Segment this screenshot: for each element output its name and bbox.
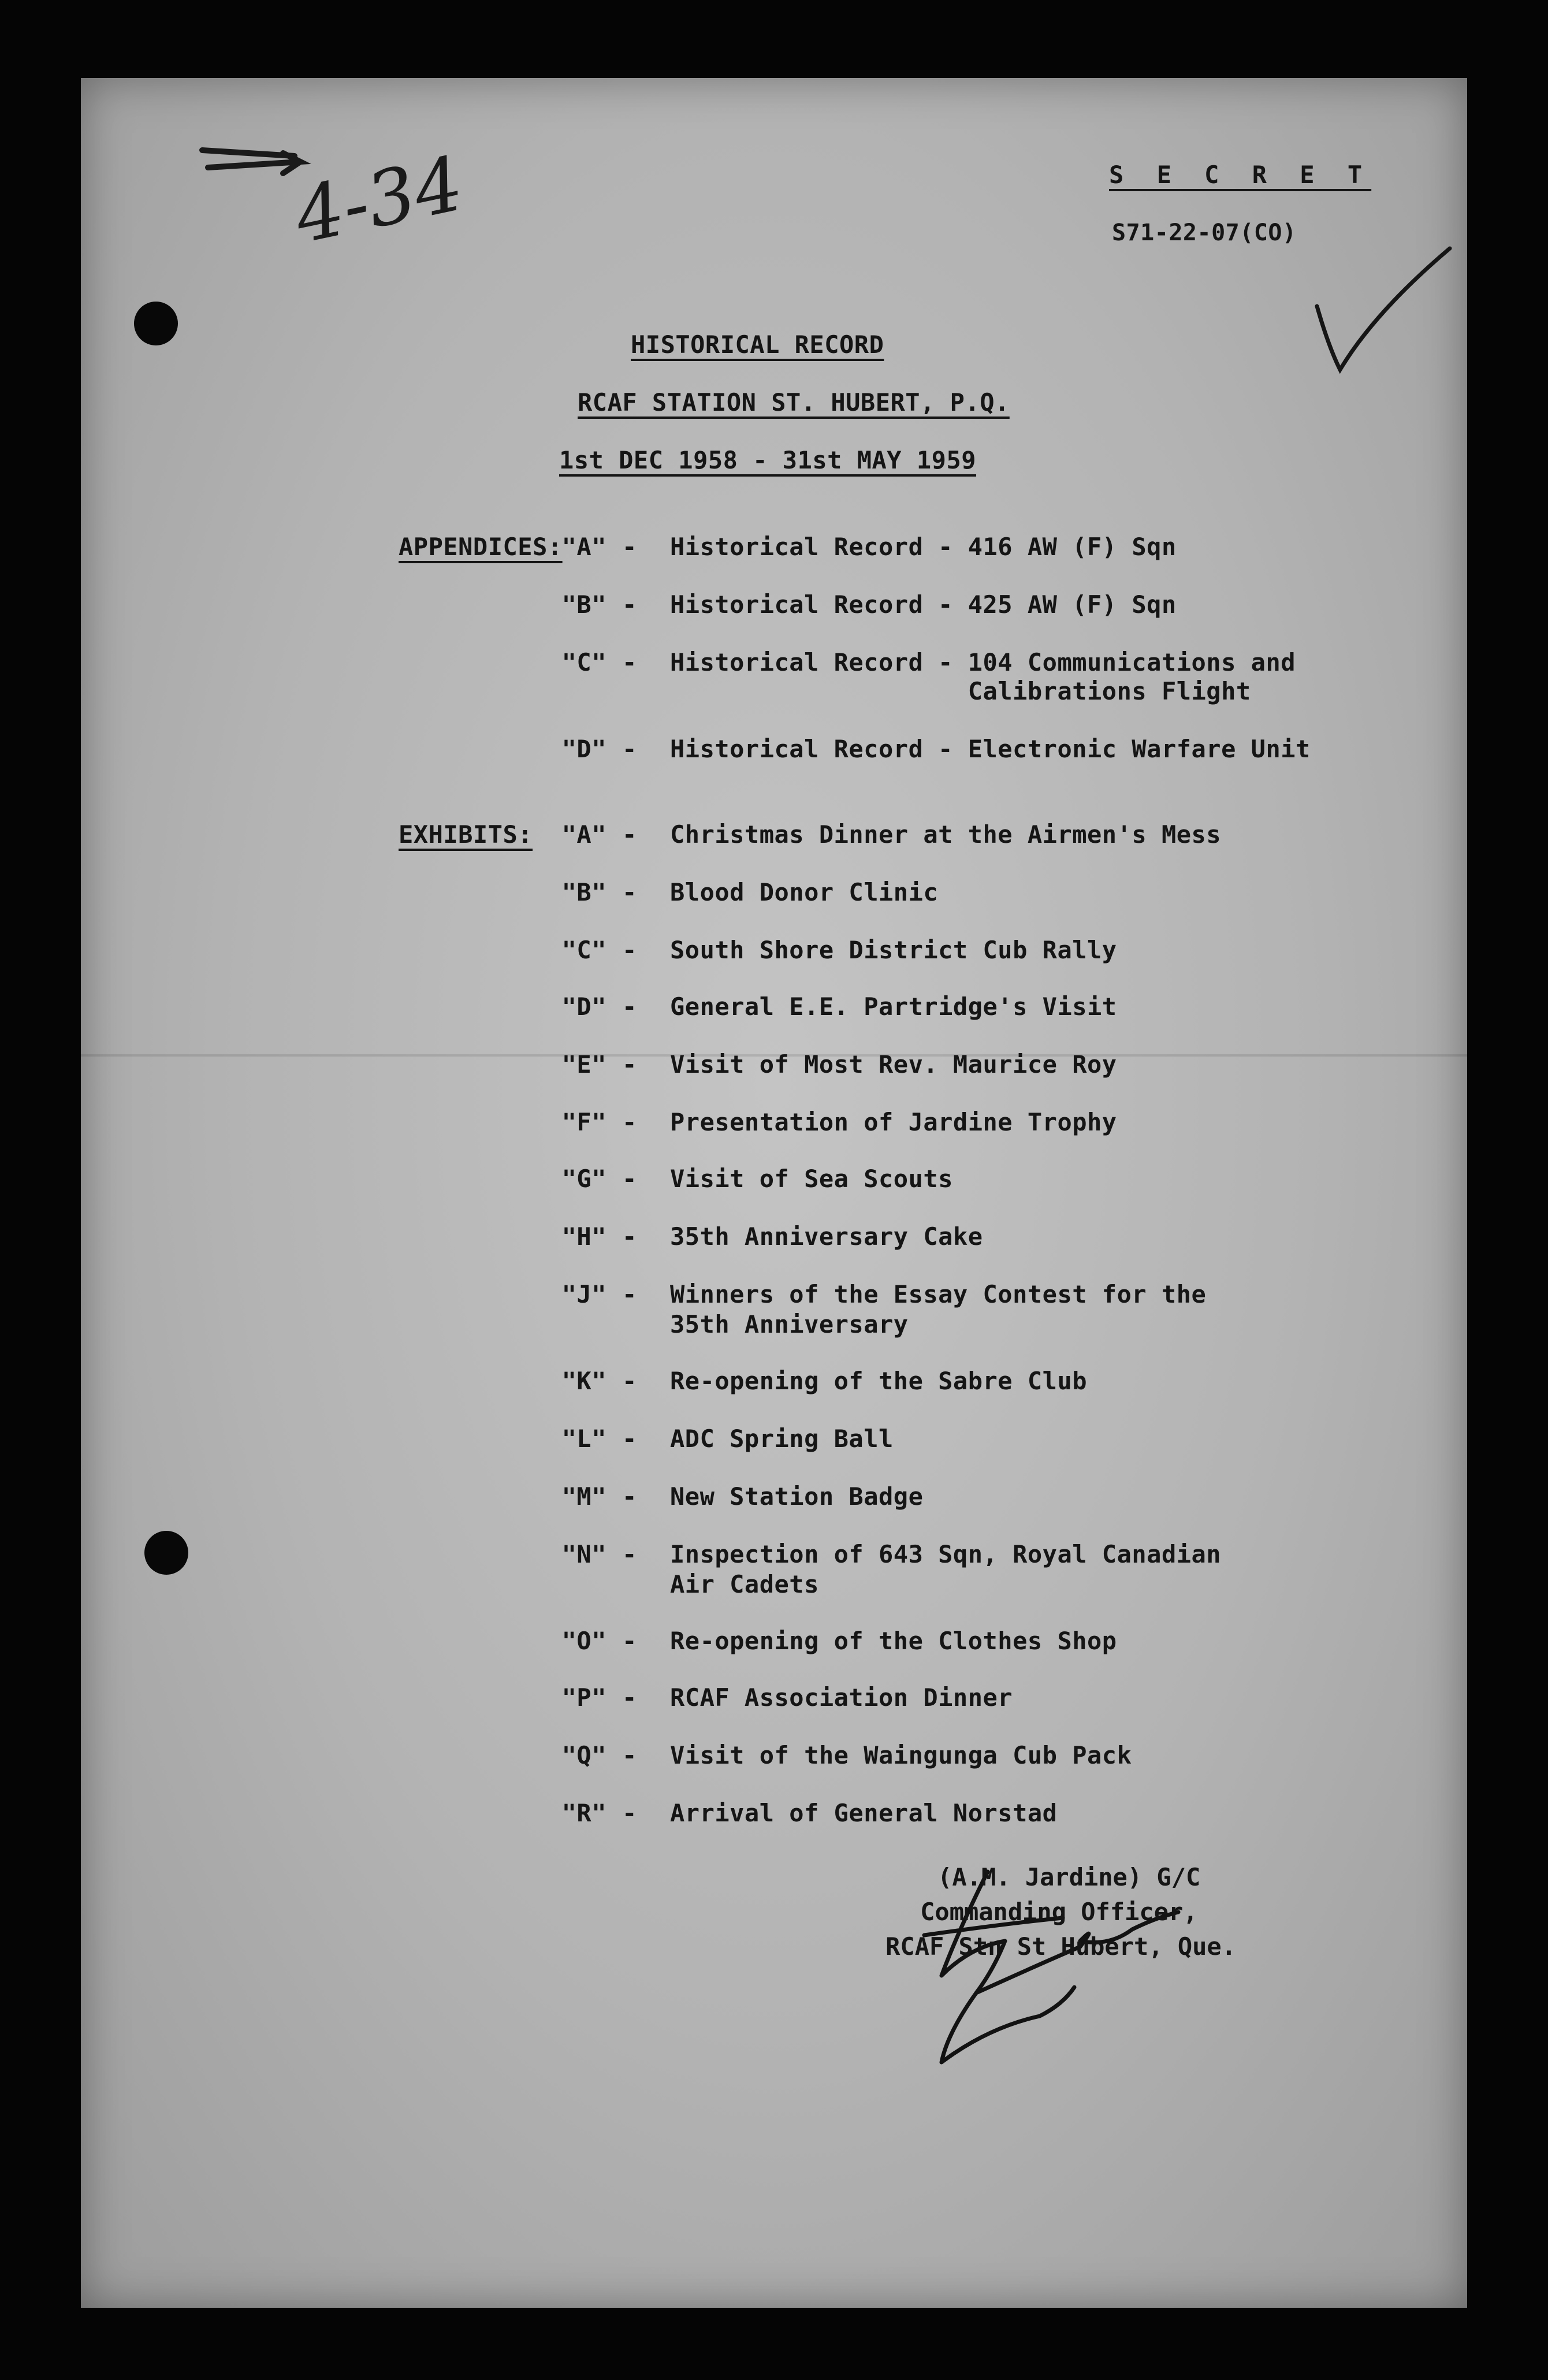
exhibit-b-dash: - bbox=[622, 878, 637, 906]
exhibit-b-text: Blood Donor Clinic bbox=[670, 878, 939, 906]
exhibit-d-key: "D" bbox=[561, 992, 606, 1021]
exhibit-j-text: Winners of the Essay Contest for the bbox=[670, 1280, 1207, 1308]
exhibit-a-key: "A" bbox=[561, 820, 606, 849]
exhibit-n-text: Inspection of 643 Sqn, Royal Canadian bbox=[670, 1540, 1222, 1568]
appendix-d-key: "D" bbox=[561, 735, 606, 763]
date-range: 1st DEC 1958 - 31st MAY 1959 bbox=[559, 446, 977, 474]
exhibit-o-key: "O" bbox=[561, 1627, 606, 1655]
appendix-a-key: "A" bbox=[561, 533, 606, 561]
signatory-title: Commanding Officer, bbox=[920, 1898, 1198, 1926]
exhibit-e-text: Visit of Most Rev. Maurice Roy bbox=[670, 1050, 1117, 1079]
punch-hole-bottom bbox=[144, 1531, 188, 1575]
appendix-c-text-cont: Calibrations Flight bbox=[670, 677, 1251, 705]
exhibit-m-key: "M" bbox=[561, 1482, 606, 1511]
signatory-station: RCAF Stn St Hubert, Que. bbox=[885, 1932, 1236, 1961]
exhibit-k-key: "K" bbox=[561, 1367, 606, 1395]
exhibit-n-dash: - bbox=[622, 1540, 637, 1568]
exhibit-q-text: Visit of the Waingunga Cub Pack bbox=[670, 1741, 1132, 1769]
exhibit-c-text: South Shore District Cub Rally bbox=[670, 936, 1117, 964]
exhibit-r-text: Arrival of General Norstad bbox=[670, 1799, 1058, 1827]
exhibit-l-dash: - bbox=[622, 1425, 637, 1453]
punch-hole-top bbox=[134, 302, 178, 345]
appendix-c-dash: - bbox=[622, 648, 637, 676]
file-reference: S71-22-07(CO) bbox=[1112, 220, 1297, 246]
appendix-b-text: Historical Record - 425 AW (F) Sqn bbox=[670, 590, 1177, 619]
exhibit-c-key: "C" bbox=[561, 936, 606, 964]
exhibit-a-dash: - bbox=[622, 820, 637, 849]
appendix-b-key: "B" bbox=[561, 590, 606, 619]
exhibit-c-dash: - bbox=[622, 936, 637, 964]
exhibit-e-dash: - bbox=[622, 1050, 637, 1079]
exhibit-p-text: RCAF Association Dinner bbox=[670, 1683, 1013, 1712]
exhibit-k-text: Re-opening of the Sabre Club bbox=[670, 1367, 1088, 1395]
exhibit-p-key: "P" bbox=[561, 1683, 606, 1712]
checkmark-icon bbox=[1305, 243, 1456, 381]
exhibit-m-text: New Station Badge bbox=[670, 1482, 924, 1511]
exhibit-m-dash: - bbox=[622, 1482, 637, 1511]
exhibit-f-key: "F" bbox=[561, 1108, 606, 1136]
exhibit-l-text: ADC Spring Ball bbox=[670, 1425, 894, 1453]
exhibit-n-text-cont: Air Cadets bbox=[670, 1570, 819, 1598]
exhibit-d-dash: - bbox=[622, 992, 637, 1021]
appendix-d-dash: - bbox=[622, 735, 637, 763]
exhibit-g-key: "G" bbox=[561, 1165, 606, 1193]
appendix-a-dash: - bbox=[622, 533, 637, 561]
appendix-b-dash: - bbox=[622, 590, 637, 619]
exhibit-f-dash: - bbox=[622, 1108, 637, 1136]
station-name: RCAF STATION ST. HUBERT, P.Q. bbox=[578, 388, 1010, 416]
appendix-c-text: Historical Record - 104 Communications and bbox=[670, 648, 1296, 676]
exhibit-n-key: "N" bbox=[561, 1540, 606, 1568]
exhibit-e-key: "E" bbox=[561, 1050, 606, 1079]
exhibit-k-dash: - bbox=[622, 1367, 637, 1395]
document-title: HISTORICAL RECORD bbox=[631, 330, 884, 359]
appendices-label: APPENDICES: bbox=[399, 533, 563, 561]
appendix-c-key: "C" bbox=[561, 648, 606, 676]
exhibit-g-text: Visit of Sea Scouts bbox=[670, 1165, 953, 1193]
exhibit-b-key: "B" bbox=[561, 878, 606, 906]
exhibit-h-key: "H" bbox=[561, 1222, 606, 1251]
classification-label: S E C R E T bbox=[1109, 161, 1372, 189]
exhibit-j-key: "J" bbox=[561, 1280, 606, 1308]
exhibit-f-text: Presentation of Jardine Trophy bbox=[670, 1108, 1117, 1136]
appendix-a-text: Historical Record - 416 AW (F) Sqn bbox=[670, 533, 1177, 561]
exhibit-g-dash: - bbox=[622, 1165, 637, 1193]
exhibit-l-key: "L" bbox=[561, 1425, 606, 1453]
exhibit-o-dash: - bbox=[622, 1627, 637, 1655]
exhibit-a-text: Christmas Dinner at the Airmen's Mess bbox=[670, 820, 1222, 849]
signatory-name: (A.M. Jardine) G/C bbox=[937, 1863, 1201, 1891]
appendix-d-text: Historical Record - Electronic Warfare Unit bbox=[670, 735, 1311, 763]
exhibit-r-dash: - bbox=[622, 1799, 637, 1827]
exhibit-p-dash: - bbox=[622, 1683, 637, 1712]
exhibit-o-text: Re-opening of the Clothes Shop bbox=[670, 1627, 1117, 1655]
exhibit-q-key: "Q" bbox=[561, 1741, 606, 1769]
exhibit-h-text: 35th Anniversary Cake bbox=[670, 1222, 983, 1251]
exhibit-r-key: "R" bbox=[561, 1799, 606, 1827]
exhibits-label: EXHIBITS: bbox=[399, 820, 533, 849]
exhibit-d-text: General E.E. Partridge's Visit bbox=[670, 992, 1117, 1021]
exhibit-q-dash: - bbox=[622, 1741, 637, 1769]
exhibit-h-dash: - bbox=[622, 1222, 637, 1251]
handwritten-number: 4-34 bbox=[287, 139, 471, 261]
signature-block bbox=[885, 1860, 1236, 1964]
exhibit-j-dash: - bbox=[622, 1280, 637, 1308]
exhibit-j-text-cont: 35th Anniversary bbox=[670, 1310, 909, 1338]
